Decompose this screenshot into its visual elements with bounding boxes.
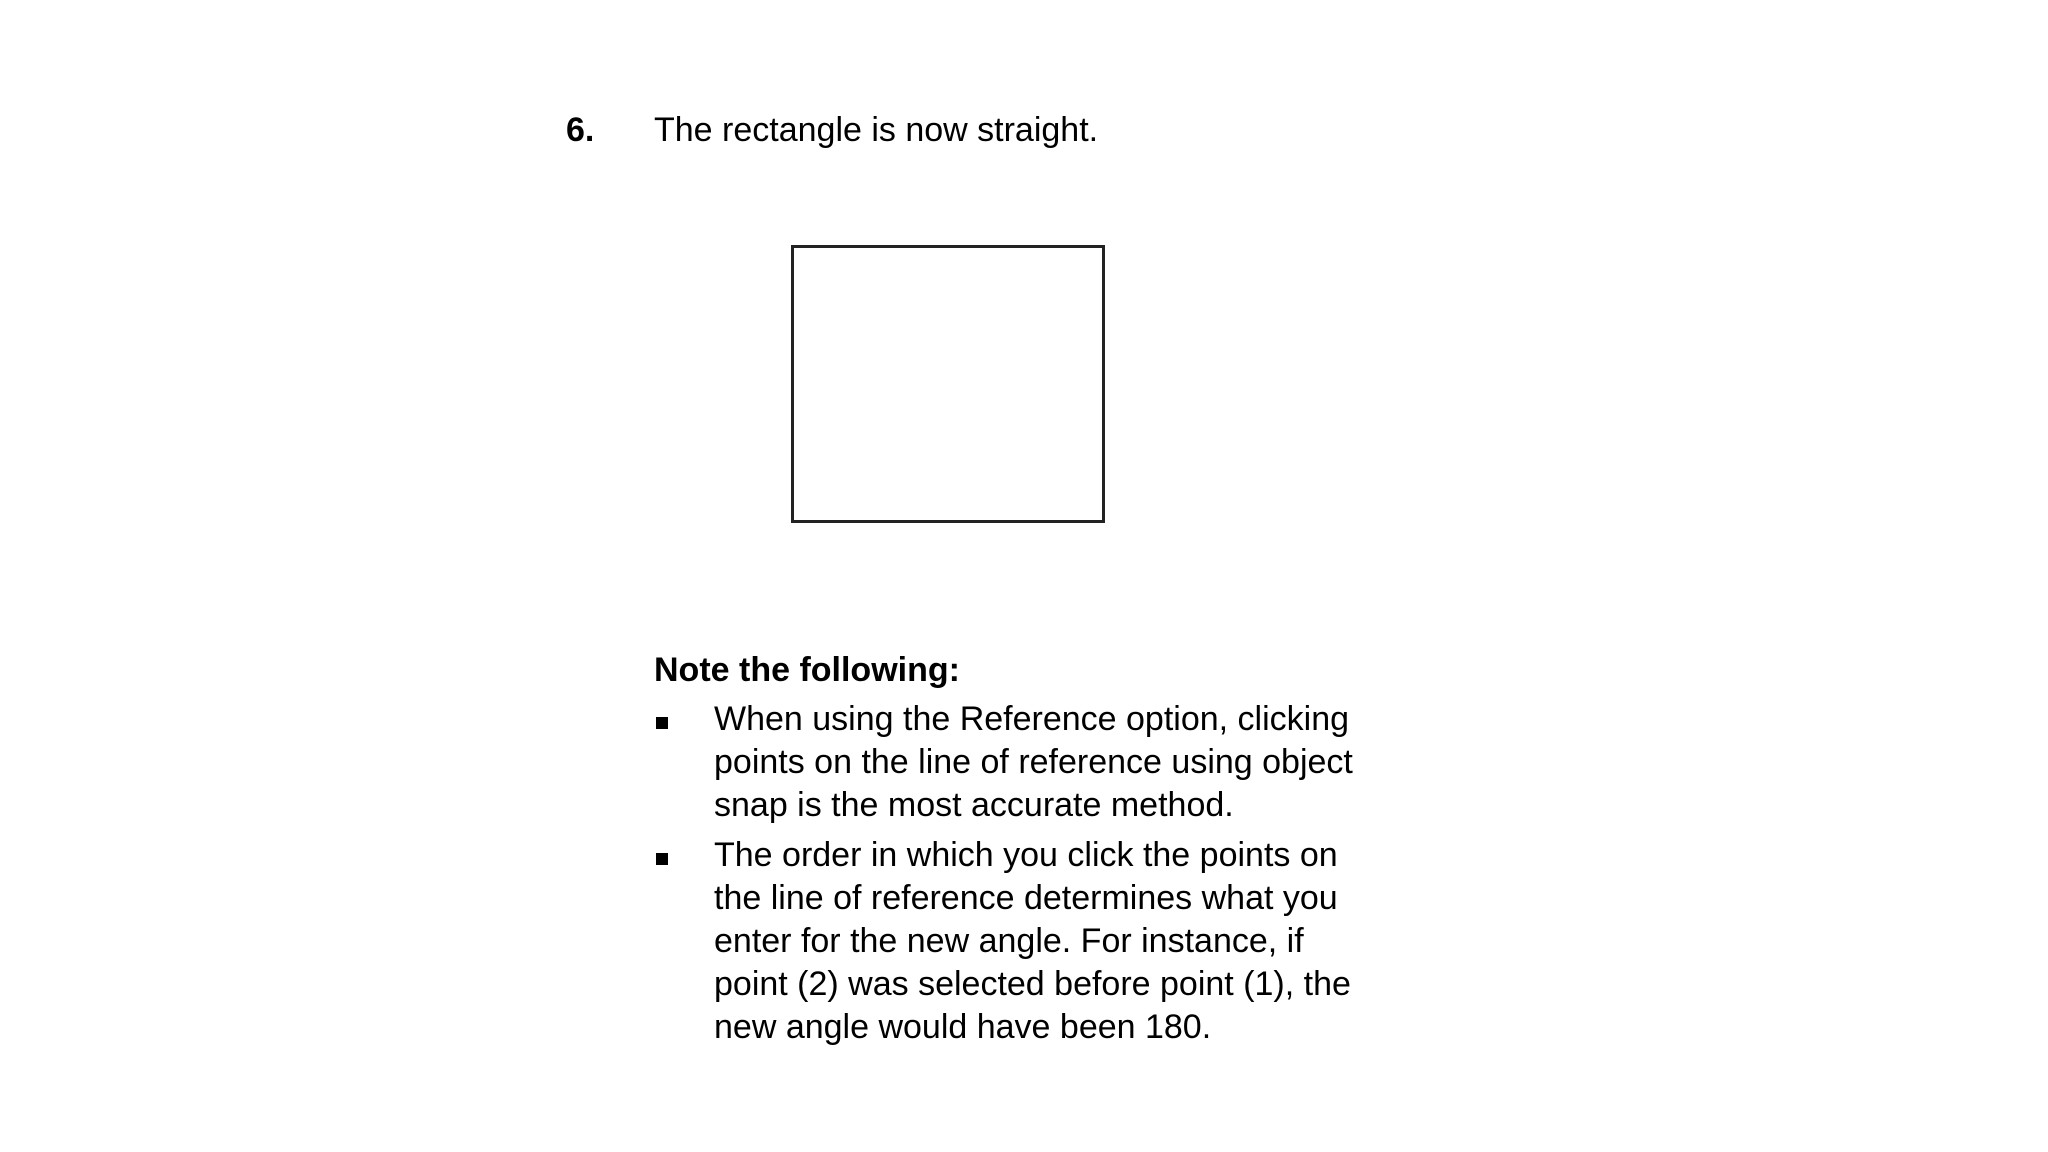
straightened-rectangle-figure — [791, 245, 1105, 523]
note-line: points on the line of reference using object — [714, 743, 1353, 781]
note-line: When using the Reference option, clicking — [714, 700, 1350, 738]
note-list — [654, 698, 1414, 1049]
note-line: the line of reference determines what you — [714, 879, 1338, 917]
square-bullet-icon — [656, 853, 668, 865]
note-line: snap is the most accurate method. — [714, 786, 1234, 824]
note-item — [654, 834, 1414, 1049]
note-line: The order in which you click the points on — [714, 836, 1338, 874]
step-text: The rectangle is now straight. — [654, 111, 1099, 149]
note-heading: Note the following: — [654, 651, 960, 689]
note-line: new angle would have been 180. — [714, 1008, 1212, 1046]
square-bullet-icon — [656, 717, 668, 729]
note-line: enter for the new angle. For instance, if — [714, 922, 1304, 960]
note-section — [654, 648, 1414, 1056]
note-item — [654, 698, 1414, 827]
step-number: 6. — [566, 111, 595, 149]
note-line: point (2) was selected before point (1), the — [714, 965, 1351, 1003]
